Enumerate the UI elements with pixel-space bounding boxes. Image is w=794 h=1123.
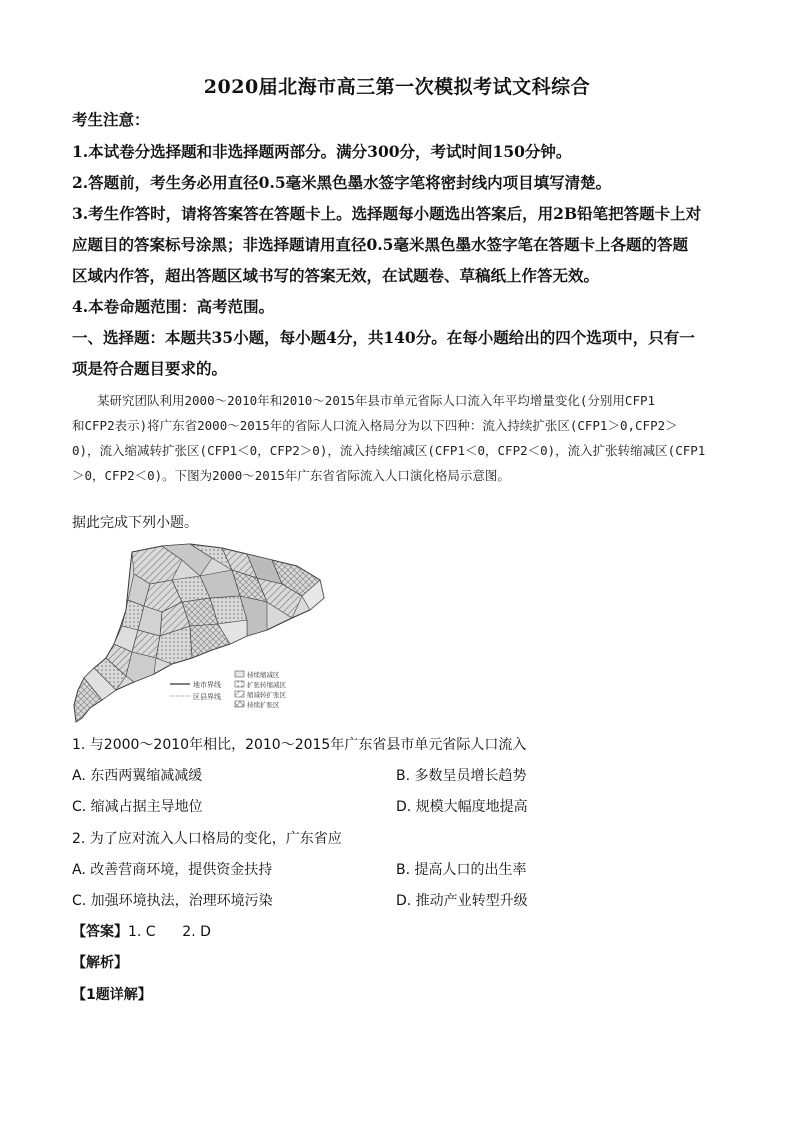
answer-line xyxy=(72,921,211,941)
notice-line: 3.考生作答时，请将答案答在答题卡上。选择题每小题选出答案后，用2B铅笔把答题卡上对 xyxy=(72,204,702,223)
question-1-option-d[interactable]: D. 规模大幅度地提高 xyxy=(396,799,528,815)
analysis-tag: 【解析】 xyxy=(72,955,128,971)
legend-label: 持续缩减区 xyxy=(247,671,280,679)
legend-swatch xyxy=(235,701,244,707)
legend-swatch xyxy=(235,671,244,677)
material-line: 某研究团队利用2000～2010年和2010～2015年县市单元省际人口流入年平均增量变化(分别用CFP1 xyxy=(97,393,656,408)
notice-line: 应题目的答案标号涂黑；非选择题请用直径0.5毫米黑色墨水签字笔在答题卡上各题的答题 xyxy=(72,235,688,254)
notice-line: 区域内作答，超出答题区域书写的答案无效，在试题卷、草稿纸上作答无效。 xyxy=(72,266,600,285)
question-1-option-c[interactable]: C. 缩减占据主导地位 xyxy=(72,799,203,815)
detail-line xyxy=(72,984,152,1004)
answer-tag: 【答案】 xyxy=(72,924,128,940)
detail-tag: 【1题详解】 xyxy=(72,987,152,1003)
notice-line: 2.答题前，考生务必用直径0.5毫米黑色墨水签字笔将密封线内项目填写清楚。 xyxy=(72,173,612,192)
material-line: 0)，流入缩减转扩张区(CFP1＜0，CFP2＞0)，流入持续缩减区(CFP1＜0，CFP2＜0)，流入扩张转缩减区(CFP1 xyxy=(72,443,706,458)
notice-list xyxy=(72,136,722,322)
notice-heading: 考生注意： xyxy=(72,110,150,129)
material-text xyxy=(72,388,727,488)
question-1-option-a[interactable]: A. 东西两翼缩减减缓 xyxy=(72,768,203,784)
question-2-stem: 2. 为了应对流入人口格局的变化，广东省应 xyxy=(72,831,342,847)
question-1-stem: 1. 与2000～2010年相比，2010～2015年广东省县市单元省际人口流入 xyxy=(72,737,527,753)
notice-line: 4.本卷命题范围：高考范围。 xyxy=(72,297,275,316)
section-heading xyxy=(72,322,722,384)
question-1-option-b[interactable]: B. 多数呈员增长趋势 xyxy=(396,768,527,784)
section-line: 一、选择题：本题共35小题，每小题4分，共140分。在每小题给出的四个选项中，只有一 xyxy=(72,328,695,347)
lead-text: 据此完成下列小题。 xyxy=(72,515,198,531)
analysis-line xyxy=(72,952,128,972)
question-2-option-c[interactable]: C. 加强环境执法，治理环境污染 xyxy=(72,893,273,909)
notice-line: 1.本试卷分选择题和非选择题两部分。满分300分，考试时间150分钟。 xyxy=(72,142,572,161)
guangdong-map-figure xyxy=(72,540,332,725)
section-line: 项是符合题目要求的。 xyxy=(72,359,228,378)
question-2-option-a[interactable]: A. 改善营商环境，提供资金扶持 xyxy=(72,862,273,878)
legend-label: 地市界线 xyxy=(193,681,221,689)
page-title: 2020届北海市高三第一次模拟考试文科综合 xyxy=(203,76,591,98)
material-line: ＞0，CFP2＜0)。下图为2000～2015年广东省省际流入人口演化格局示意图。 xyxy=(72,468,510,483)
legend-label: 持续扩张区 xyxy=(247,701,280,709)
question-2-option-b[interactable]: B. 提高人口的出生率 xyxy=(396,862,527,878)
legend-label: 缩减转扩张区 xyxy=(247,691,286,699)
legend-label: 扩张转缩减区 xyxy=(247,681,286,689)
material-line: 和CFP2表示)将广东省2000～2015年的省际人口流入格局分为以下四种：流入持续扩张区(CFP1＞0,CFP2＞ xyxy=(72,418,678,433)
legend-swatch xyxy=(235,681,244,687)
question-2-option-d[interactable]: D. 推动产业转型升级 xyxy=(396,893,528,909)
legend-label: 区县界线 xyxy=(193,693,221,701)
answer-text: 1. C 2. D xyxy=(128,924,211,940)
legend-swatch xyxy=(235,691,244,697)
